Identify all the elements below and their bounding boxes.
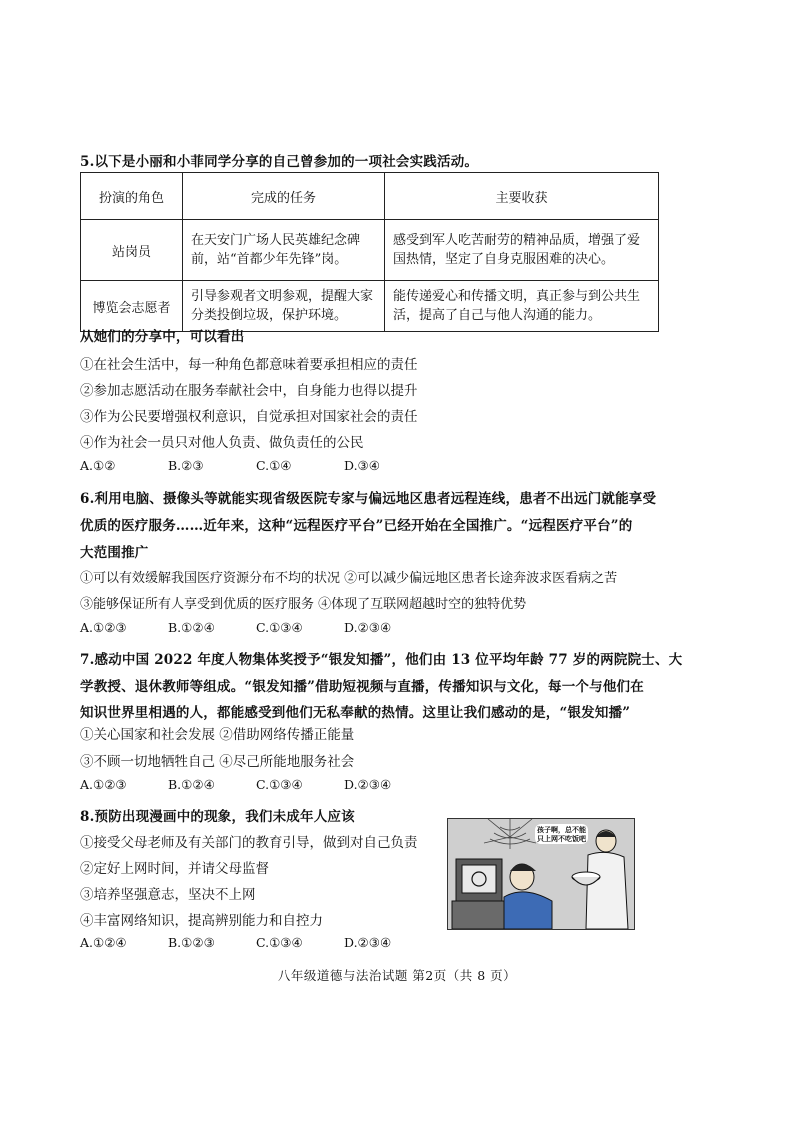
table-cell-role: 站岗员 [81, 220, 183, 281]
option-c[interactable]: C.①③④ [256, 620, 303, 635]
option-a[interactable]: A.①②③ [80, 620, 127, 635]
q7-item: ③不顾一切地牺牲自己 ④尽己所能地服务社会 [80, 754, 355, 770]
table-cell-gain: 能传递爱心和传播文明，真正参与到公共生活，提高了自己与他人沟通的能力。 [385, 281, 659, 332]
q7-line: 知识世界里相遇的人，都能感受到他们无私奉献的热情。这里让我们感动的是，“银发知播” [80, 705, 631, 721]
q8-options [80, 935, 432, 950]
option-c[interactable]: C.①③④ [256, 935, 303, 950]
table-row [81, 281, 659, 332]
option-d[interactable]: D.②③④ [344, 777, 392, 792]
option-d[interactable]: D.②③④ [344, 620, 392, 635]
q5-item: ②参加志愿活动在服务奉献社会中，自身能力也得以提升 [80, 383, 418, 399]
q5-item: ①在社会生活中，每一种角色都意味着要承担相应的责任 [80, 357, 418, 373]
option-b[interactable]: B.①②③ [168, 935, 215, 950]
option-a[interactable]: A.①②③ [80, 777, 127, 792]
q6-item: ③能够保证所有人享受到优质的医疗服务 ④体现了互联网超越时空的独特优势 [80, 597, 527, 612]
table-header-cell: 完成的任务 [183, 173, 385, 220]
q5-options [80, 458, 432, 473]
q8-item: ④丰富网络知识，提高辨别能力和自控力 [80, 913, 323, 929]
cartoon-caption: 孩子啊，总不能 [537, 825, 586, 834]
q5-title: 5.以下是小丽和小菲同学分享的自己曾参加的一项社会实践活动。 [80, 154, 479, 170]
table-cell-task: 引导参观者文明参观，提醒大家分类投倒垃圾，保护环境。 [183, 281, 385, 332]
q6-options [80, 620, 432, 635]
q6-line: 优质的医疗服务……近年来，这种“远程医疗平台”已经开始在全国推广。“远程医疗平台”的 [80, 518, 633, 534]
q8-title: 8.预防出现漫画中的现象，我们未成年人应该 [80, 809, 355, 825]
page-footer: 八年级道德与法治试题 第2页（共 8 页） [277, 968, 517, 983]
q8-item: ①接受父母老师及有关部门的教育引导，做到对自己负责 [80, 835, 418, 851]
table-header-row [81, 173, 659, 220]
q5-item: ④作为社会一员只对他人负责、做负责任的公民 [80, 435, 364, 451]
cartoon-speech-bubble [535, 824, 588, 844]
option-c[interactable]: C.①④ [256, 458, 292, 473]
cartoon-caption: 只上网不吃饭吧 [537, 834, 586, 843]
table-cell-task: 在天安门广场人民英雄纪念碑前，站“首都少年先锋”岗。 [183, 220, 385, 281]
q7-line: 7.感动中国 2022 年度人物集体奖授予“银发知播”，他们由 13 位平均年龄 77 岁的两院院士、大 [80, 652, 683, 668]
option-d[interactable]: D.②③④ [344, 935, 392, 950]
q5-stem: 从她们的分享中，可以看出 [80, 329, 245, 345]
q8-item: ②定好上网时间，并请父母监督 [80, 861, 269, 877]
table-cell-gain: 感受到军人吃苦耐劳的精神品质，增强了爱国热情，坚定了自身克服困难的决心。 [385, 220, 659, 281]
q7-line: 学教授、退休教师等组成。“银发知播”借助短视频与直播，传播知识与文化，每一个与他们在 [80, 679, 644, 695]
table-row [81, 220, 659, 281]
table-header-cell: 主要收获 [385, 173, 659, 220]
q6-line: 大范围推广 [80, 545, 149, 561]
option-c[interactable]: C.①③④ [256, 777, 303, 792]
option-b[interactable]: B.②③ [168, 458, 204, 473]
option-a[interactable]: A.①②④ [80, 935, 127, 950]
option-d[interactable]: D.③④ [344, 458, 380, 473]
q7-item: ①关心国家和社会发展 ②借助网络传播正能量 [80, 727, 355, 743]
q6-line: 6.利用电脑、摄像头等就能实现省级医院专家与偏远地区患者远程连线，患者不出远门就能享受 [80, 491, 657, 507]
table-cell-role: 博览会志愿者 [81, 281, 183, 332]
option-b[interactable]: B.①②④ [168, 777, 215, 792]
q8-item: ③培养坚强意志，坚决不上网 [80, 887, 256, 903]
table-header-cell: 扮演的角色 [81, 173, 183, 220]
option-b[interactable]: B.①②④ [168, 620, 215, 635]
q7-options [80, 777, 432, 792]
option-a[interactable]: A.①② [80, 458, 116, 473]
q6-item: ①可以有效缓解我国医疗资源分布不均的状况 ②可以减少偏远地区患者长途奔波求医看病之苦 [80, 571, 618, 586]
q5-item: ③作为公民要增强权利意识，自觉承担对国家社会的责任 [80, 409, 418, 425]
activity-table [80, 172, 659, 332]
